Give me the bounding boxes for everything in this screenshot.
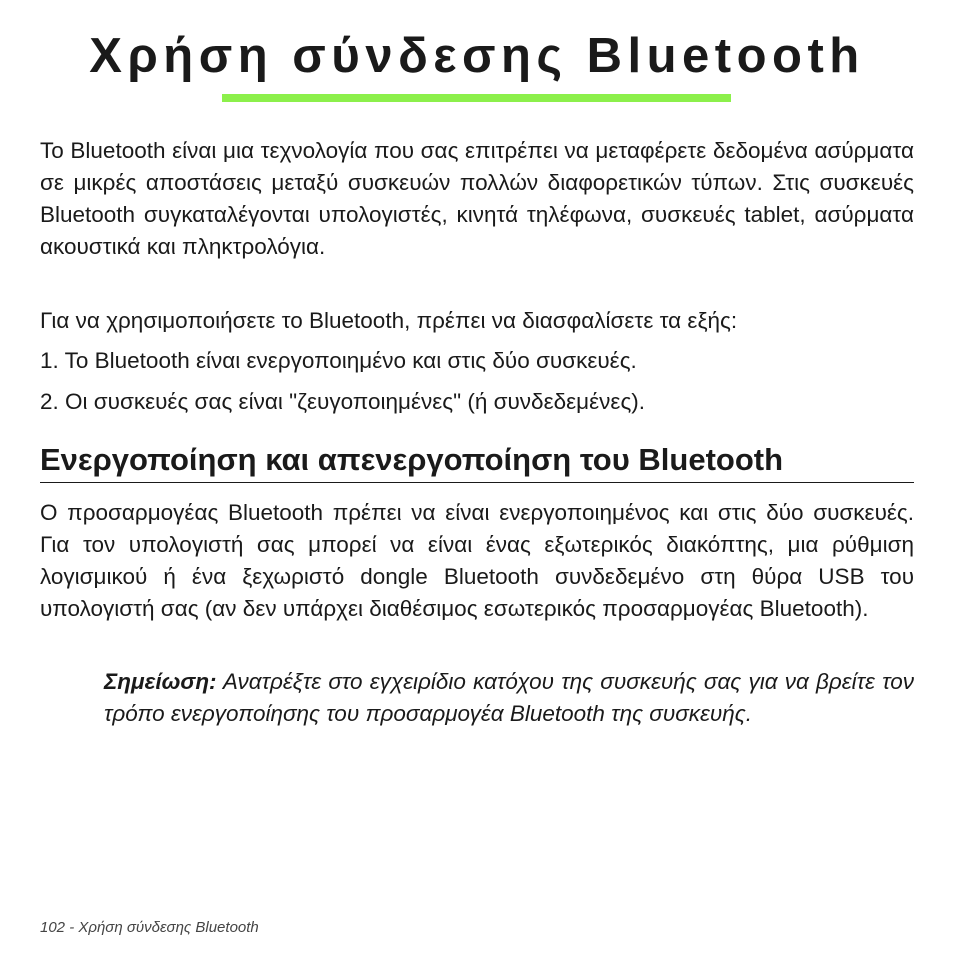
intro-paragraph-1-container bbox=[40, 135, 914, 263]
intro-paragraph-2-container bbox=[40, 305, 914, 337]
intro-paragraph-1: Το Bluetooth είναι μια τεχνολογία που σας επιτρέπει να μεταφέρετε δεδομένα ασύρματα σε μικρές αποστάσεις μεταξύ συσκευών πολλών διαφορετικών τύπων. Στις συσκευές Bluetooth συγκαταλέγονται υπολογιστές, κινητά τηλέφωνα, συσκευές tablet, ασύρματα ακουστικά και πληκτρολόγια. bbox=[40, 138, 914, 259]
section-paragraph: Ο προσαρμογέας Bluetooth πρέπει να είναι ενεργοποιημένος και στις δύο συσκευές. Για τον υπολογιστή σας μπορεί να είναι ένας εξωτερικός διακόπτης, μια ρύθμιση λογισμικού ή ένα ξεχωριστό dongle Bluetooth συνδεδεμένο στη θύρα USB του υπολογιστή σας (αν δεν υπάρχει διαθέσιμος εσωτερικός προσαρμογέας Bluetooth). bbox=[40, 500, 914, 621]
note-label: Σημείωση: bbox=[104, 669, 217, 694]
section-paragraph-container bbox=[40, 497, 914, 625]
requirement-list-item-1: 1. Το Bluetooth είναι ενεργοποιημένο και στις δύο συσκευές. bbox=[40, 348, 637, 373]
page-footer: 102 - Χρήση σύνδεσης Bluetooth bbox=[40, 919, 259, 936]
requirement-list-item-2: 2. Οι συσκευές σας είναι "ζευγοποιημένες" (ή συνδεδεμένες). bbox=[40, 389, 646, 414]
title-underline bbox=[222, 94, 731, 102]
intro-paragraph-2: Για να χρησιμοποιήσετε το Bluetooth, πρέπει να διασφαλίσετε τα εξής: bbox=[40, 308, 738, 333]
note bbox=[104, 666, 914, 730]
section-heading: Ενεργοποίηση και απενεργοποίηση του Bluetooth bbox=[40, 440, 914, 483]
requirement-list-item-1-container bbox=[40, 345, 914, 377]
page-title: Χρήση σύνδεσης Bluetooth bbox=[89, 29, 865, 83]
requirement-list-item-2-container bbox=[40, 386, 914, 418]
note-text: Ανατρέξτε στο εγχειρίδιο κατόχου της συσκευής σας για να βρείτε τον τρόπο ενεργοποίησης του προσαρμογέα Bluetooth της συσκευής. bbox=[104, 669, 914, 726]
